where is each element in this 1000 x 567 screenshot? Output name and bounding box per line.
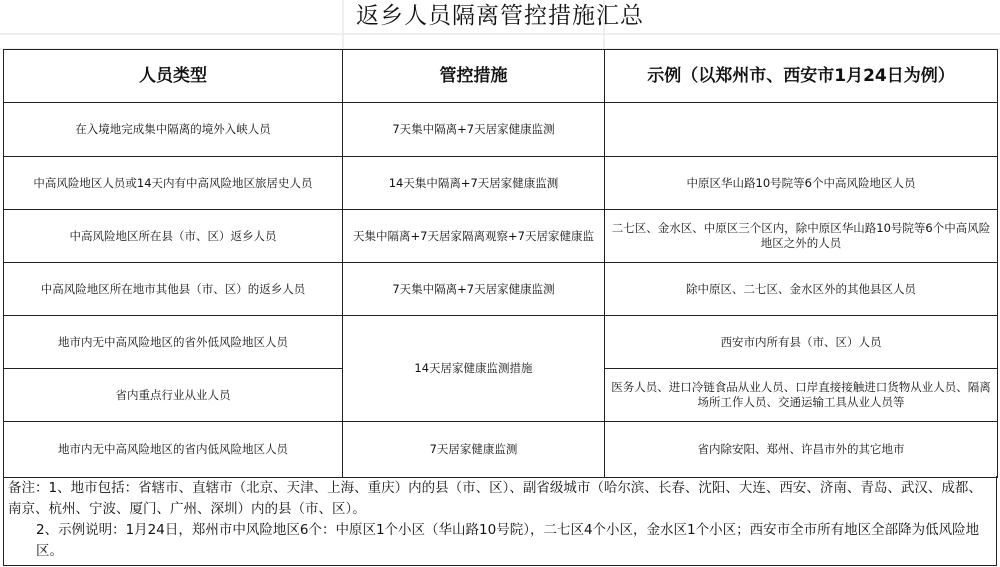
header-control-measure: 管控措施	[343, 50, 605, 103]
table-row	[4, 422, 998, 478]
cell-example: 省内除安阳、郑州、许昌市外的其它地市	[605, 422, 998, 478]
cell-person-type: 省内重点行业从业人员	[4, 369, 343, 422]
cell-control-measure: 7天集中隔离+7天居家健康监测	[343, 263, 605, 316]
table-row	[4, 157, 998, 210]
table-row	[4, 210, 998, 263]
document-title: 返乡人员隔离管控措施汇总	[356, 3, 644, 29]
header-person-type: 人员类型	[4, 50, 343, 103]
cell-person-type: 在入境地完成集中隔离的境外入峡人员	[4, 103, 343, 157]
cell-control-measure: 7天居家健康监测	[343, 422, 605, 478]
cell-example: 中原区华山路10号院等6个中高风险地区人员	[605, 157, 998, 210]
cell-example: 医务人员、进口冷链食品从业人员、口岸直接接触进口货物从业人员、隔离场所工作人员、交通运输工具从业人员等	[605, 369, 998, 422]
header-example: 示例（以郑州市、西安市1月24日为例）	[605, 50, 998, 103]
table-row	[4, 263, 998, 316]
cell-person-type: 地市内无中高风险地区的省内低风险地区人员	[4, 422, 343, 478]
cell-person-type: 中高风险地区人员或14天内有中高风险地区旅居史人员	[4, 157, 343, 210]
table-row	[4, 316, 998, 369]
cell-example: 除中原区、二七区、金水区外的其他县区人员	[605, 263, 998, 316]
remarks-box	[3, 476, 997, 566]
cell-person-type: 中高风险地区所在县（市、区）返乡人员	[4, 210, 343, 263]
cell-control-measure: 天集中隔离+7天居家隔离观察+7天居家健康监	[343, 210, 605, 263]
cell-example	[605, 103, 998, 157]
cell-control-measure: 7天集中隔离+7天居家健康监测	[343, 103, 605, 157]
cell-person-type: 中高风险地区所在地市其他县（市、区）的返乡人员	[4, 263, 343, 316]
cell-control-measure-merged: 14天居家健康监测措施	[343, 316, 605, 422]
remark-line-1: 备注：1、地市包括：省辖市、直辖市（北京、天津、上海、重庆）内的县（市、区）、副省级城市（哈尔滨、长春、沈阳、大连、西安、济南、青岛、武汉、成都、南京、杭州、宁波、厦门、广州、深圳）内的县（市、区）。	[8, 480, 982, 517]
cell-control-measure: 14天集中隔离+7天居家健康监测	[343, 157, 605, 210]
cell-example: 二七区、金水区、中原区三个区内，除中原区华山路10号院等6个中高风险地区之外的人员	[605, 210, 998, 263]
cell-person-type: 地市内无中高风险地区的省外低风险地区人员	[4, 316, 343, 369]
table-header-row	[4, 50, 998, 103]
cell-example: 西安市内所有县（市、区）人员	[605, 316, 998, 369]
control-measures-table	[3, 49, 998, 478]
remark-line-2: 2、示例说明：1月24日，郑州市中风险地区6个：中原区1个小区（华山路10号院），二七区4个小区，金水区1个小区；西安市全市所有地区全部降为低风险地区。	[36, 522, 980, 559]
table-row	[4, 103, 998, 157]
